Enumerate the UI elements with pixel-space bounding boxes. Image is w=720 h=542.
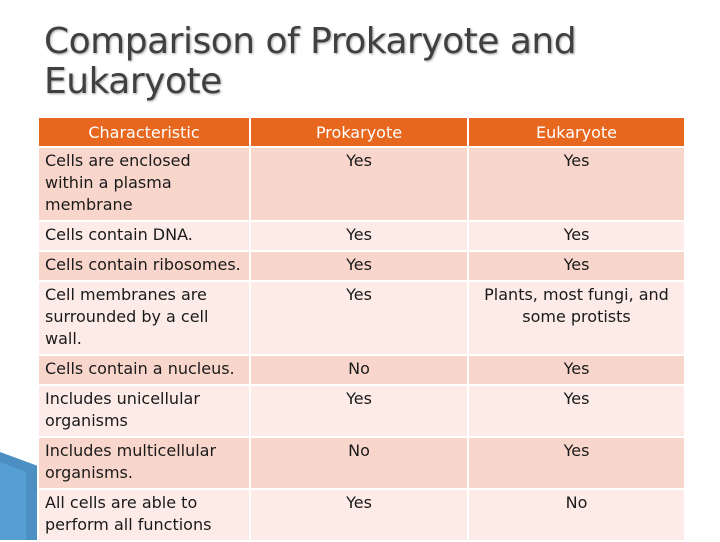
prokaryote-cell: Yes xyxy=(250,251,468,281)
characteristic-cell: Includes multicellular organisms. xyxy=(38,437,250,489)
table-row xyxy=(38,251,685,281)
eukaryote-cell: No xyxy=(468,489,685,541)
characteristic-cell: Includes unicellular organisms xyxy=(38,385,250,437)
table-row xyxy=(38,221,685,251)
header-eukaryote: Eukaryote xyxy=(468,117,685,147)
header-characteristic: Characteristic xyxy=(38,117,250,147)
eukaryote-cell: Yes xyxy=(468,251,685,281)
eukaryote-cell: Yes xyxy=(468,221,685,251)
table-row xyxy=(38,147,685,221)
characteristic-cell: Cells are enclosed within a plasma membrane xyxy=(38,147,250,221)
comparison-table xyxy=(37,116,686,542)
table-row xyxy=(38,355,685,385)
table-row xyxy=(38,281,685,355)
prokaryote-cell: Yes xyxy=(250,147,468,221)
eukaryote-cell: Yes xyxy=(468,147,685,221)
header-prokaryote: Prokaryote xyxy=(250,117,468,147)
prokaryote-cell: No xyxy=(250,355,468,385)
table-row xyxy=(38,385,685,437)
eukaryote-cell: Yes xyxy=(468,437,685,489)
table-row xyxy=(38,437,685,489)
characteristic-cell: All cells are able to perform all functions xyxy=(38,489,250,541)
table-header-row xyxy=(38,117,685,147)
characteristic-cell: Cell membranes are surrounded by a cell wall. xyxy=(38,281,250,355)
prokaryote-cell: Yes xyxy=(250,385,468,437)
characteristic-cell: Cells contain a nucleus. xyxy=(38,355,250,385)
eukaryote-cell: Yes xyxy=(468,385,685,437)
prokaryote-cell: No xyxy=(250,437,468,489)
slide-title: Comparison of Prokaryote and Eukaryote xyxy=(44,21,577,102)
characteristic-cell: Cells contain ribosomes. xyxy=(38,251,250,281)
table-row xyxy=(38,489,685,541)
prokaryote-cell: Yes xyxy=(250,489,468,541)
characteristic-cell: Cells contain DNA. xyxy=(38,221,250,251)
eukaryote-cell: Yes xyxy=(468,355,685,385)
eukaryote-cell: Plants, most fungi, and some protists xyxy=(468,281,685,355)
prokaryote-cell: Yes xyxy=(250,221,468,251)
decorative-corner-accent xyxy=(0,452,38,540)
prokaryote-cell: Yes xyxy=(250,281,468,355)
